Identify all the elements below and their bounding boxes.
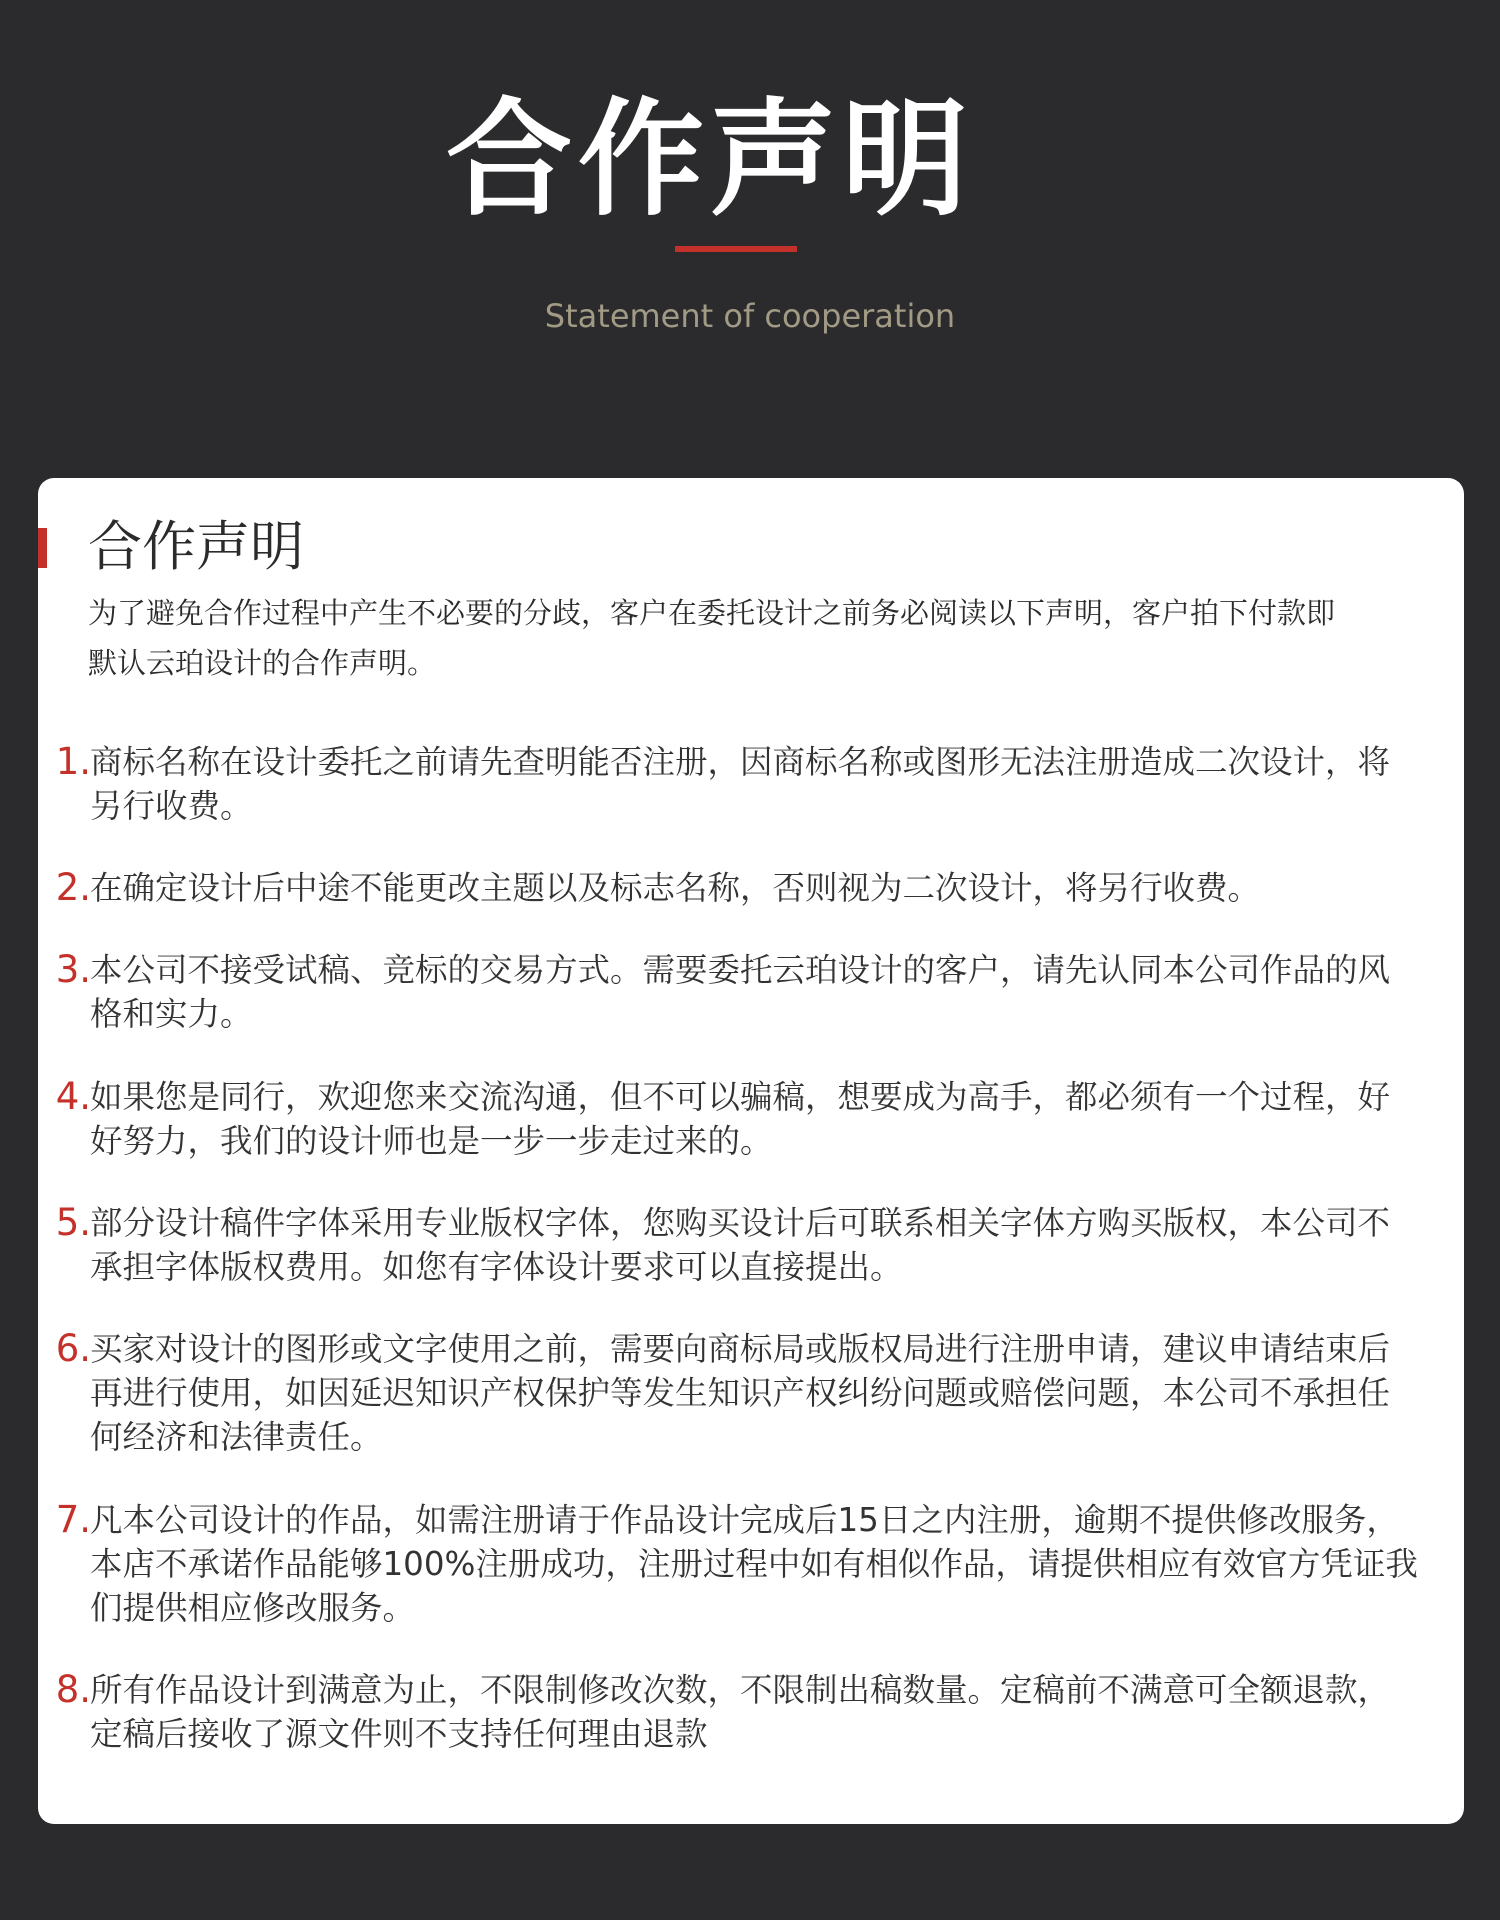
item-text: 凡本公司设计的作品，如需注册请于作品设计完成后15日之内注册，逾期不提供修改服务，本店不承诺作品能够100%注册成功，注册过程中如有相似作品，请提供相应有效官方凭证我们提供相应修改服务。 [90,1501,1418,1627]
page-subtitle: Statement of cooperation [544,297,956,335]
item-text: 商标名称在设计委托之前请先查明能否注册，因商标名称或图形无法注册造成二次设计，将另行收费。 [90,743,1391,825]
item-number: 5. [55,1201,91,1244]
item-number: 7. [55,1498,91,1541]
title-divider [675,246,797,252]
card-accent-bar [38,528,47,568]
item-text: 所有作品设计到满意为止，不限制修改次数，不限制出稿数量。定稿前不满意可全额退款，定稿后接收了源文件则不支持任何理由退款 [90,1671,1391,1753]
item-number: 2. [55,866,91,909]
item-text: 在确定设计后中途不能更改主题以及标志名称，否则视为二次设计，将另行收费。 [90,869,1261,907]
item-text: 买家对设计的图形或文字使用之前，需要向商标局或版权局进行注册申请，建议申请结束后再进行使用，如因延迟知识产权保护等发生知识产权纠纷问题或赔偿问题，本公司不承担任何经济和法律责任。 [90,1330,1391,1456]
card-intro: 为了避免合作过程中产生不必要的分歧，客户在委托设计之前务必阅读以下声明，客户拍下付款即默认云珀设计的合作声明。 [88,596,1336,680]
card-title: 合作声明 [88,515,304,578]
item-number: 8. [55,1668,91,1711]
item-text: 本公司不接受试稿、竞标的交易方式。需要委托云珀设计的客户，请先认同本公司作品的风格和实力。 [90,951,1391,1033]
item-text: 部分设计稿件字体采用专业版权字体，您购买设计后可联系相关字体方购买版权，本公司不承担字体版权费用。如您有字体设计要求可以直接提出。 [90,1204,1391,1286]
item-number: 6. [55,1327,91,1370]
statement-card [38,478,1464,1824]
list-item [38,1327,1464,1477]
item-number: 1. [55,740,91,783]
item-text: 如果您是同行，欢迎您来交流沟通，但不可以骗稿，想要成为高手，都必须有一个过程，好好努力，我们的设计师也是一步一步走过来的。 [90,1078,1391,1160]
page-title: 合作声明 [446,86,974,233]
list-item [38,1498,1464,1648]
item-number: 4. [55,1075,91,1118]
list-item [38,1668,1464,1818]
item-number: 3. [55,948,91,991]
